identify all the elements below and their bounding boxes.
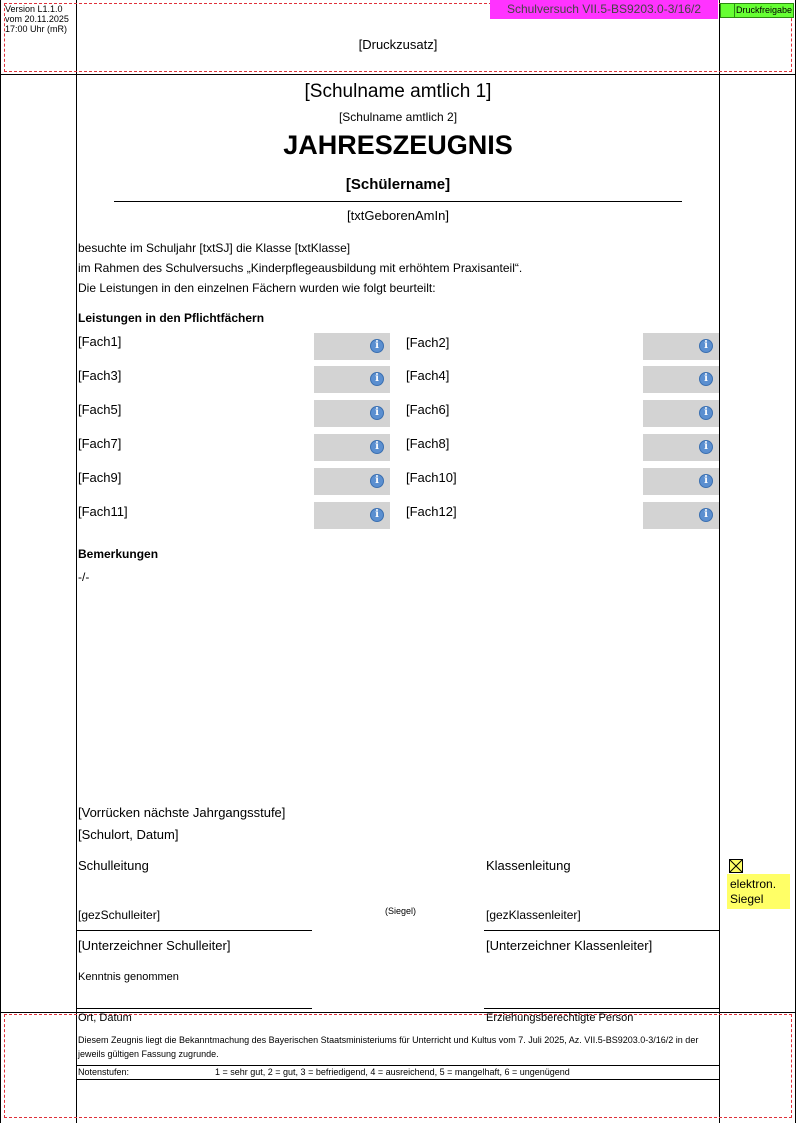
signature-line-ort-datum <box>76 1008 312 1009</box>
grade-field[interactable] <box>314 502 390 529</box>
schuelername-underline <box>114 201 682 202</box>
elektron-siegel-checkbox[interactable] <box>729 859 743 873</box>
subject-label: [Fach5] <box>78 402 122 417</box>
info-icon[interactable]: i <box>370 406 384 420</box>
subject-label: [Fach11] <box>78 504 128 519</box>
signature-line-schulleiter <box>76 930 312 931</box>
header-divider <box>0 74 796 75</box>
elektron-siegel-line-1: elektron. <box>730 877 777 891</box>
subject-label: [Fach7] <box>78 436 122 451</box>
info-icon[interactable]: i <box>699 440 713 454</box>
geboren-am-in: [txtGeborenAmIn] <box>347 208 449 223</box>
signature-line-klassenleiter <box>484 930 719 931</box>
subject-label: [Fach9] <box>78 470 122 485</box>
grade-field[interactable] <box>314 434 390 461</box>
druckfreigabe-label: Druckfreigabe <box>736 5 793 15</box>
info-icon[interactable]: i <box>370 440 384 454</box>
info-icon[interactable]: i <box>699 474 713 488</box>
info-icon[interactable]: i <box>370 508 384 522</box>
erziehungsberechtigte-label: Erziehungsberechtigte Person <box>486 1012 634 1024</box>
intro-text <box>78 238 522 298</box>
pflichtfaecher-heading: Leistungen in den Pflichtfächern <box>78 311 265 325</box>
intro-line-1: besuchte im Schuljahr [txtSJ] die Klasse [txtKlasse] <box>78 241 351 255</box>
cross-icon <box>730 860 742 872</box>
notenstufen-text: 1 = sehr gut, 2 = gut, 3 = befriedigend, 4 = ausreichend, 5 = mangelhaft, 6 = ungenügend <box>215 1067 570 1077</box>
info-icon[interactable]: i <box>370 474 384 488</box>
schulleitung-label: Schulleitung <box>78 858 149 873</box>
druckfreigabe-toggle[interactable] <box>720 3 794 18</box>
intro-line-3: Die Leistungen in den einzelnen Fächern wurden wie folgt beurteilt: <box>78 281 436 295</box>
grade-field[interactable] <box>643 502 719 529</box>
grade-field[interactable] <box>643 400 719 427</box>
version-line: Version L1.1.0 <box>5 4 63 14</box>
druckfreigabe-checkbox[interactable] <box>721 4 735 17</box>
info-icon[interactable]: i <box>699 406 713 420</box>
gez-klassenleiter: [gezKlassenleiter] <box>486 908 581 922</box>
grade-field[interactable] <box>643 366 719 393</box>
subject-label: [Fach6] <box>406 402 450 417</box>
schuelername: [Schülername] <box>345 176 451 193</box>
info-icon[interactable]: i <box>699 372 713 386</box>
version-date: vom 20.11.2025 <box>5 14 69 24</box>
schulname-amtlich-1: [Schulname amtlich 1] <box>304 81 492 102</box>
subject-label: [Fach8] <box>406 436 450 451</box>
gez-schulleiter: [gezSchulleiter] <box>78 908 161 922</box>
subject-label: [Fach3] <box>78 368 122 383</box>
grade-field[interactable] <box>643 333 719 360</box>
schulort-datum: [Schulort, Datum] <box>78 827 179 842</box>
bemerkungen-heading: Bemerkungen <box>78 547 159 561</box>
info-icon[interactable]: i <box>699 339 713 353</box>
ort-datum-label: Ort, Datum <box>78 1012 132 1024</box>
margin-line-right <box>719 0 720 1123</box>
subject-label: [Fach4] <box>406 368 450 383</box>
unterzeichner-schulleiter: [Unterzeichner Schulleiter] <box>78 938 231 953</box>
elektron-siegel-line-2: Siegel <box>730 892 764 906</box>
margin-line-left <box>76 0 77 1123</box>
notenstufen-top-line <box>76 1065 719 1066</box>
bekanntmachung-line-1: Diesem Zeugnis liegt die Bekanntmachung des Bayerischen Staatsministeriums für Unterricht und Kultus vom 7. Juli 2025, Az. VII.5-BS9203.0-3/16/2 in der <box>78 1035 699 1045</box>
schulname-amtlich-2: [Schulname amtlich 2] <box>338 110 458 124</box>
info-icon[interactable]: i <box>370 339 384 353</box>
page-border-left <box>0 0 1 1123</box>
page-title: JAHRESZEUGNIS <box>283 130 513 160</box>
notenstufen-label: Notenstufen: <box>78 1067 130 1077</box>
unterzeichner-klassenleiter: [Unterzeichner Klassenleiter] <box>486 938 653 953</box>
elektron-siegel-box[interactable] <box>727 874 790 909</box>
grade-field[interactable] <box>643 434 719 461</box>
signature-line-erziehungsberechtigte <box>484 1008 719 1009</box>
schulversuch-badge[interactable] <box>490 0 718 19</box>
grade-field[interactable] <box>314 468 390 495</box>
intro-line-2: im Rahmen des Schulversuchs „Kinderpflegeausbildung mit erhöhtem Praxisanteil“. <box>78 261 523 275</box>
info-icon[interactable]: i <box>370 372 384 386</box>
subject-label: [Fach10] <box>406 470 457 485</box>
schulversuch-label: Schulversuch VII.5-BS9203.0-3/16/2 <box>506 2 702 16</box>
subject-label: [Fach12] <box>406 504 457 519</box>
footer-print-area <box>4 1014 792 1118</box>
bekanntmachung-text <box>78 1033 718 1061</box>
druckzusatz: [Druckzusatz] <box>358 37 438 52</box>
version-time: 17:00 Uhr (mR) <box>5 24 68 34</box>
subject-label: [Fach2] <box>406 335 450 350</box>
kenntnis-genommen: Kenntnis genommen <box>78 971 179 983</box>
bekanntmachung-line-2: jeweils gültigen Fassung zugrunde. <box>78 1049 219 1059</box>
info-icon[interactable]: i <box>699 508 713 522</box>
grade-field[interactable] <box>643 468 719 495</box>
grade-field[interactable] <box>314 400 390 427</box>
bemerkungen-text[interactable]: -/- <box>78 570 90 584</box>
grade-field[interactable] <box>314 366 390 393</box>
grade-field[interactable] <box>314 333 390 360</box>
subject-label: [Fach1] <box>78 334 122 349</box>
notenstufen-bottom-line <box>76 1079 719 1080</box>
klassenleitung-label: Klassenleitung <box>486 858 571 873</box>
siegel-label: (Siegel) <box>385 906 417 916</box>
version-info <box>5 4 69 34</box>
vorruecken-text: [Vorrücken nächste Jahrgangsstufe] <box>78 805 286 820</box>
